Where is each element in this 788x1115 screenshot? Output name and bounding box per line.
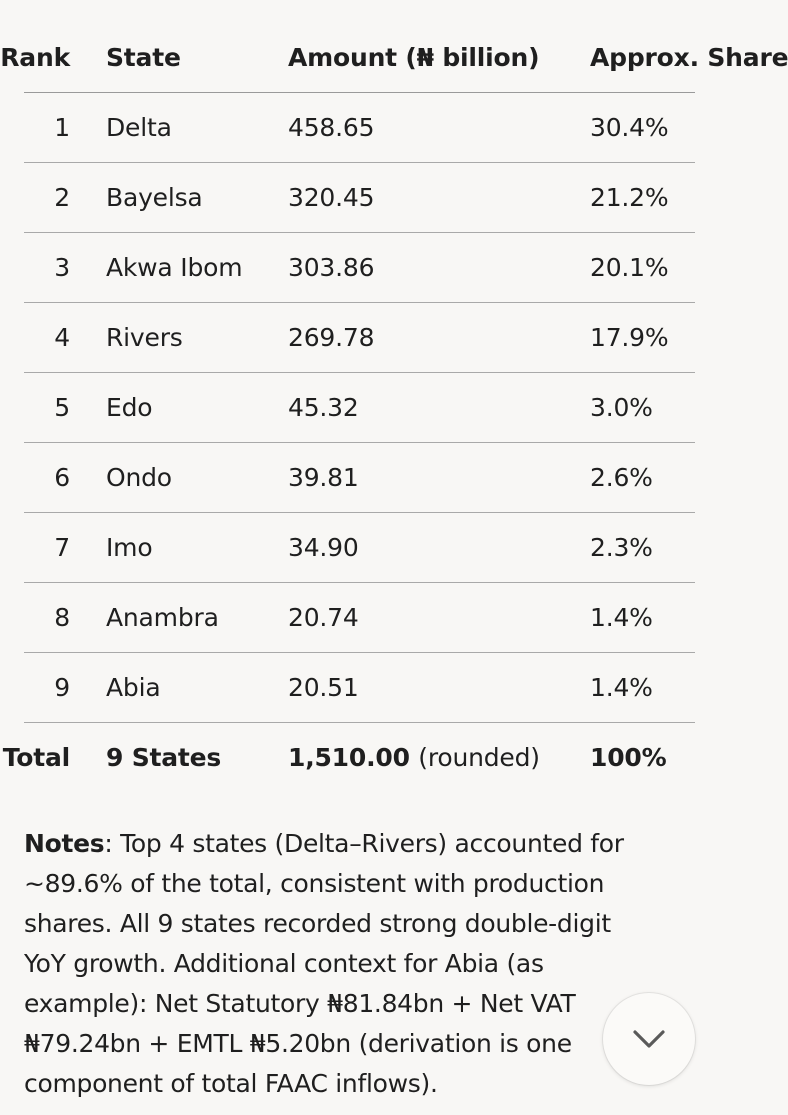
row-amount: 20.51: [288, 673, 359, 702]
notes-label: Notes: [24, 829, 105, 858]
table-row: [0, 303, 719, 373]
header-amount: Amount (₦ billion): [288, 43, 540, 72]
row-state: Akwa Ibom: [106, 253, 243, 282]
row-amount: 39.81: [288, 463, 359, 492]
row-state: Ondo: [106, 463, 172, 492]
notes-line: ~89.6% of the total, consistent with production: [24, 869, 605, 898]
row-rank: 3: [54, 253, 70, 282]
row-share: 3.0%: [590, 393, 653, 422]
header-share: Approx. Share: [590, 43, 788, 72]
notes-line: Notes: Top 4 states (Delta–Rivers) accounted for: [24, 829, 624, 858]
row-share: 1.4%: [590, 673, 653, 702]
total-label: Total: [2, 743, 70, 772]
row-rank: 4: [54, 323, 70, 352]
total-share: 100%: [590, 743, 667, 772]
row-amount: 269.78: [288, 323, 375, 352]
row-share: 2.6%: [590, 463, 653, 492]
row-state: Delta: [106, 113, 172, 142]
notes-line: shares. All 9 states recorded strong double-digit: [24, 909, 611, 938]
header-state: State: [106, 43, 181, 72]
row-amount: 20.74: [288, 603, 359, 632]
scroll-down-button[interactable]: [603, 993, 695, 1085]
row-rank: 8: [54, 603, 70, 632]
table-row: [0, 583, 719, 653]
header-rank: Rank: [0, 43, 70, 72]
row-amount: 45.32: [288, 393, 359, 422]
table-row: [0, 93, 719, 163]
table-header-row: [0, 23, 788, 93]
row-state: Bayelsa: [106, 183, 203, 212]
row-state: Imo: [106, 533, 153, 562]
notes-paragraph: [24, 824, 692, 1104]
row-state: Edo: [106, 393, 153, 422]
table-row: [0, 443, 719, 513]
chevron-down-icon: [632, 1029, 666, 1049]
row-share: 2.3%: [590, 533, 653, 562]
row-share: 21.2%: [590, 183, 669, 212]
row-state: Rivers: [106, 323, 183, 352]
total-amount: [288, 723, 540, 793]
table-row: [0, 653, 719, 723]
row-amount: 320.45: [288, 183, 375, 212]
row-amount: 458.65: [288, 113, 375, 142]
row-share: 1.4%: [590, 603, 653, 632]
row-rank: 5: [54, 393, 70, 422]
notes-line: example): Net Statutory ₦81.84bn + Net VAT: [24, 989, 576, 1018]
table-row: [0, 163, 719, 233]
table-row: [0, 233, 719, 303]
row-rank: 1: [54, 113, 70, 142]
row-amount: 303.86: [288, 253, 375, 282]
total-state: 9 States: [106, 743, 222, 772]
notes-line: ₦79.24bn + EMTL ₦5.20bn (derivation is one: [24, 1029, 572, 1058]
row-rank: 2: [54, 183, 70, 212]
row-state: Abia: [106, 673, 161, 702]
row-state: Anambra: [106, 603, 219, 632]
row-share: 17.9%: [590, 323, 669, 352]
table-total-row: [0, 723, 719, 793]
row-amount: 34.90: [288, 533, 359, 562]
table-row: [0, 513, 719, 583]
row-rank: 7: [54, 533, 70, 562]
row-rank: 6: [54, 463, 70, 492]
table-row: [0, 373, 719, 443]
total-amount-suffix: (rounded): [418, 743, 540, 772]
total-amount-value: 1,510.00: [288, 743, 410, 772]
row-rank: 9: [54, 673, 70, 702]
row-share: 30.4%: [590, 113, 669, 142]
row-share: 20.1%: [590, 253, 669, 282]
notes-line: YoY growth. Additional context for Abia (as: [24, 949, 544, 978]
notes-line: component of total FAAC inflows).: [24, 1069, 438, 1098]
